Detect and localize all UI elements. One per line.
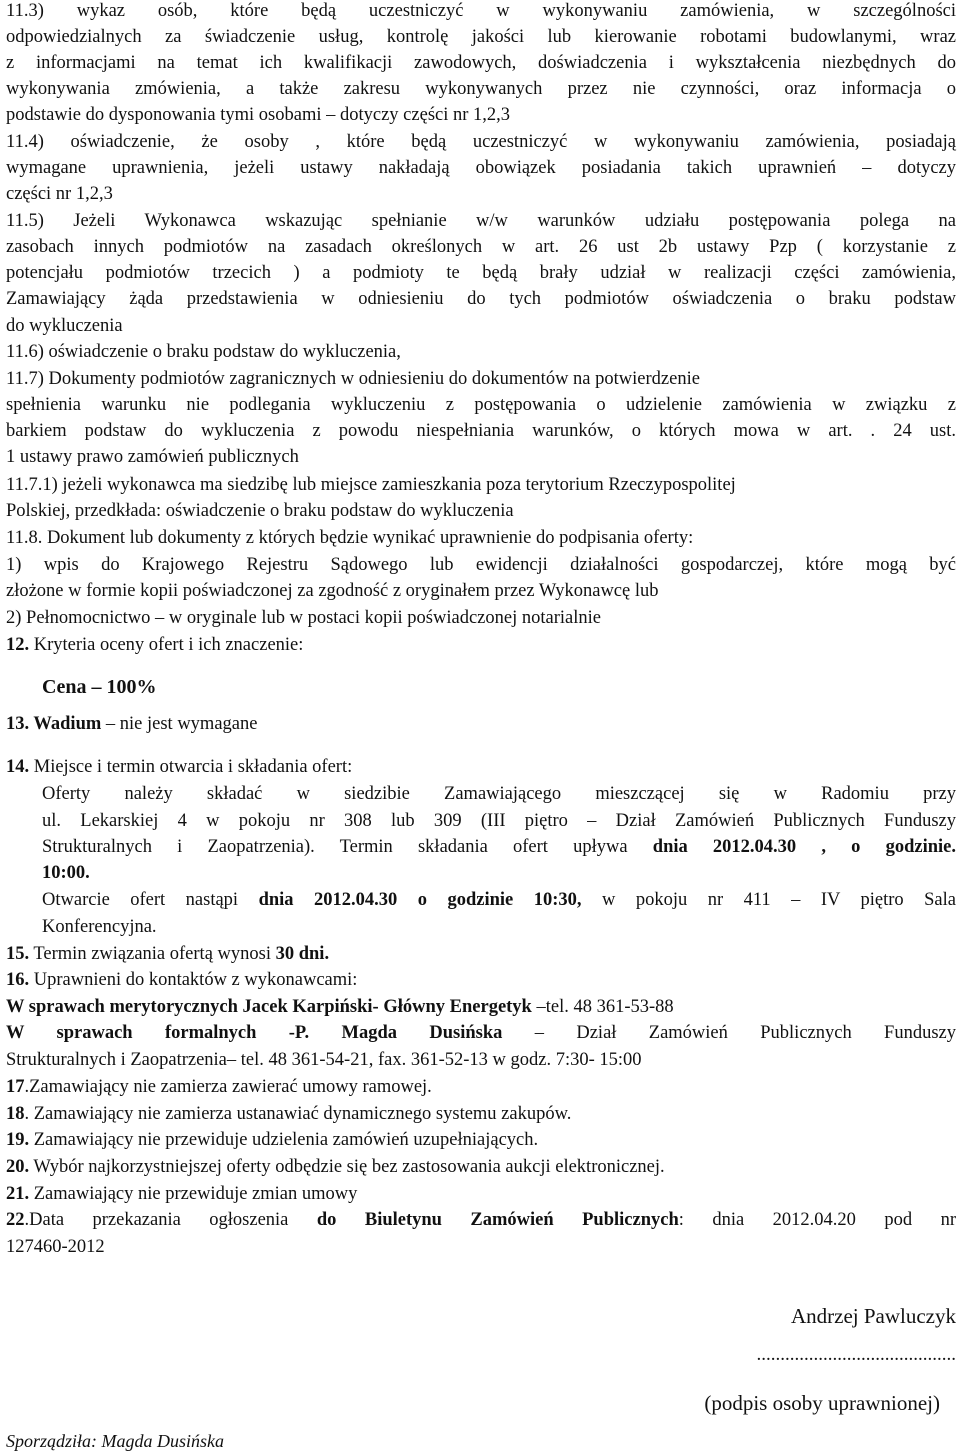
item-14-deadline-time: 10:00. (42, 863, 90, 883)
item-11-8-line-4: 2) Pełnomocnictwo – w oryginale lub w postaci kopii poświadczonej notarialnie (6, 608, 601, 628)
item-14-deadline: dnia 2012.04.30 , o godzinie. (652, 837, 957, 857)
item-21 (6, 1183, 357, 1205)
item-11-8-line-3: złożone w formie kopii poświadczonej za zgodność z oryginałem przez Wykonawcę lub (6, 581, 659, 601)
item-14-opening-line-2: Konferencyjna. (42, 917, 157, 937)
item-19 (6, 1129, 538, 1151)
item-11-3-line-5: podstawie do dysponowania tymi osobami – dotyczy części nr 1,2,3 (6, 105, 511, 125)
item-12-heading (6, 634, 303, 656)
item-11-5-line-2: zasobach innych podmiotów na zasadach określonych w art. 26 ust 2b ustawy Pzp ( korzystanie z (6, 237, 956, 257)
item-13-number: 13. Wadium (6, 714, 102, 734)
item-14-text: Miejsce i termin otwarcia i składania ofert: (29, 757, 353, 777)
item-11-7-line-4: 1 ustawy prawo zamówień publicznych (6, 447, 299, 467)
item-11-3-line-3: z informacjami na temat ich kwalifikacji zawodowych, doświadczenia i wykształcenia niezbędnych do (6, 53, 956, 73)
item-11-5-line-4: Zamawiający żąda przedstawienia w odniesieniu do tych podmiotów oświadczenia o braku podstaw (6, 289, 956, 309)
item-16-contact-technical-name: W sprawach merytorycznych Jacek Karpiński- Główny Energetyk (6, 997, 532, 1017)
signatory-name: Andrzej Pawluczyk (790, 1304, 956, 1328)
item-15-number: 15. (6, 944, 30, 964)
item-16-contact-technical (6, 996, 674, 1018)
item-14-opening-line-1 (42, 889, 956, 911)
item-11-7-line-1: 11.7) Dokumenty podmiotów zagranicznych w odniesieniu do dokumentów na potwierdzenie (6, 369, 700, 389)
item-18-number: 18 (6, 1104, 25, 1124)
item-17 (6, 1076, 432, 1098)
item-11-6: 11.6) oświadczenie o braku podstaw do wykluczenia, (6, 342, 401, 362)
item-14-line-3 (42, 836, 956, 858)
item-22-line-2: 127460-2012 (6, 1237, 105, 1257)
signature-dotted-line: .......................................... (756, 1344, 956, 1365)
item-22-number: 22 (6, 1210, 25, 1230)
item-11-5-line-3: potencjału podmiotów trzecich ) a podmioty te będą brały udział w realizacji części zamówienia, (6, 263, 956, 283)
item-16-number: 16. (6, 970, 30, 990)
item-11-8-line-2: 1) wpis do Krajowego Rejestru Sądowego lub ewidencji działalności gospodarczej, które mogą być (6, 555, 956, 575)
item-11-5-line-1: 11.5) Jeżeli Wykonawca wskazując spełnianie w/w warunków udziału postępowania polega na (6, 211, 956, 231)
item-11-7-line-3: barkiem podstaw do wykluczenia z powodu niespełniania warunków, o których mowa w art. . 24 ust. (6, 421, 956, 441)
item-19-number: 19. (6, 1130, 30, 1150)
item-22-bulletin: do Biuletynu Zamówień Publicznych (316, 1210, 679, 1230)
signature-caption: (podpis osoby uprawnionej) (704, 1391, 940, 1415)
item-14-opening-room: w pokoju nr 411 – IV piętro Sala (581, 890, 956, 910)
item-15-text: Termin związania ofertą wynosi (29, 944, 276, 964)
criterion-price: Cena – 100% (42, 676, 157, 698)
item-16-contact-technical-phone: –tel. 48 361-53-88 (531, 997, 674, 1017)
item-20-number: 20. (6, 1157, 30, 1177)
item-20-text: Wybór najkorzystniejszej oferty odbędzie się bez zastosowania aukcji elektronicznej. (29, 1157, 665, 1177)
item-22-text: .Data przekazania ogłoszenia (24, 1210, 317, 1230)
item-11-7-1-line-1: 11.7.1) jeżeli wykonawca ma siedzibę lub miejsce zamieszkania poza terytorium Rzeczypospolitej (6, 475, 736, 495)
item-12-text: Kryteria oceny ofert i ich znaczenie: (29, 635, 304, 655)
item-15-days: 30 dni. (275, 944, 330, 964)
item-16-text: Uprawnieni do kontaktów z wykonawcami: (29, 970, 358, 990)
item-16-contact-formal-line-2: Strukturalnych i Zaopatrzenia– tel. 48 361-54-21, fax. 361-52-13 w godz. 7:30- 15:00 (6, 1050, 642, 1070)
item-13-text: – nie jest wymagane (101, 714, 258, 734)
item-16-contact-formal (6, 1022, 956, 1044)
item-11-7-line-2: spełnienia warunku nie podlegania wykluczeniu z postępowania o udzielenie zamówienia w związku z (6, 395, 956, 415)
item-11-4-line-2: wymagane uprawnienia, jeżeli ustawy nakładają obowiązek posiadania takich uprawnień – dotyczy (6, 158, 956, 178)
item-17-text: .Zamawiający nie zamierza zawierać umowy ramowej. (24, 1077, 432, 1097)
item-11-4-line-3: części nr 1,2,3 (6, 184, 113, 204)
item-11-3-line-1: 11.3) wykaz osób, które będą uczestniczyć w wykonywaniu zamówienia, w szczególności (6, 1, 956, 21)
item-14-line-1: Oferty należy składać w siedzibie Zamawiającego mieszczącej się w Radomiu przy (42, 784, 956, 804)
item-14-line-2: ul. Lekarskiej 4 w pokoju nr 308 lub 309 (III piętro – Dział Zamówień Publicznych Funduszy (42, 811, 956, 831)
item-14-number: 14. (6, 757, 30, 777)
item-18 (6, 1103, 571, 1125)
item-16-heading (6, 969, 357, 991)
item-11-5-line-5: do wykluczenia (6, 316, 123, 336)
item-11-7-1-line-2: Polskiej, przedkłada: oświadczenie o braku podstaw do wykluczenia (6, 501, 514, 521)
item-14-opening-text: Otwarcie ofert nastąpi (42, 890, 259, 910)
item-18-text: . Zamawiający nie zamierza ustanawiać dynamicznego systemu zakupów. (24, 1104, 572, 1124)
item-11-4-line-1: 11.4) oświadczenie, że osoby , które będą uczestniczyć w wykonywaniu zamówienia, posiadają (6, 132, 956, 152)
item-20 (6, 1156, 665, 1178)
item-21-number: 21. (6, 1184, 30, 1204)
item-14-line-3-text: Strukturalnych i Zaopatrzenia). Termin składania ofert upływa (42, 837, 653, 857)
item-13 (6, 713, 257, 735)
item-11-8-line-1: 11.8. Dokument lub dokumenty z których będzie wynikać uprawnienie do podpisania oferty: (6, 528, 694, 548)
item-11-3-line-4: wykonywania zmówienia, a także zakresu wykonywanych przez nie czynności, oraz informacja o (6, 79, 956, 99)
item-19-text: Zamawiający nie przewiduje udzielenia zamówień uzupełniających. (29, 1130, 539, 1150)
item-14-opening-date: dnia 2012.04.30 o godzinie 10:30, (258, 890, 582, 910)
item-12-number: 12. (6, 635, 30, 655)
item-17-number: 17 (6, 1077, 25, 1097)
prepared-by: Sporządziła: Magda Dusińska (6, 1431, 225, 1451)
item-22-line-1 (6, 1209, 956, 1231)
item-16-contact-formal-dept: – Dział Zamówień Publicznych Funduszy (502, 1023, 957, 1043)
item-16-contact-formal-name: W sprawach formalnych -P. Magda Dusińska (6, 1023, 503, 1043)
item-14-heading (6, 756, 352, 778)
item-11-3-line-2: odpowiedzialnych za świadczenie usług, kontrolę jakości lub kierowanie robotami budowlanymi, wraz (6, 27, 956, 47)
item-22-date: : dnia 2012.04.20 pod nr (678, 1210, 957, 1230)
item-15 (6, 943, 329, 965)
item-21-text: Zamawiający nie przewiduje zmian umowy (29, 1184, 358, 1204)
